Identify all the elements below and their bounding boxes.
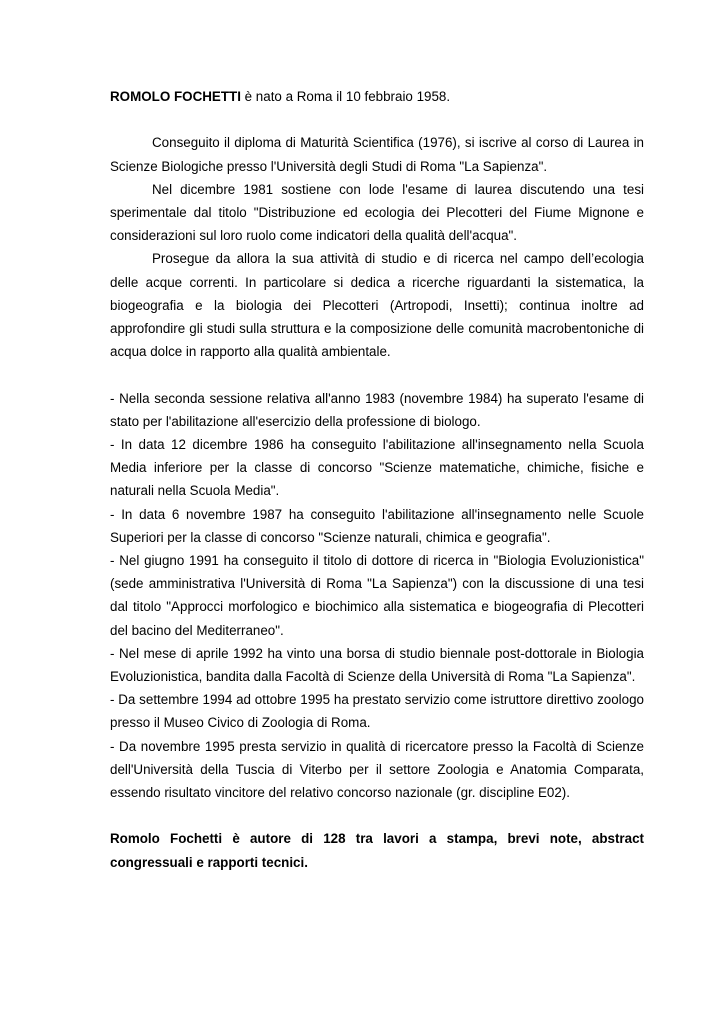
closing-statement: Romolo Fochetti è autore di 128 tra lavori a stampa, brevi note, abstract congressuali e rapporti tecnici.	[110, 831, 644, 870]
career-item: - Nel mese di aprile 1992 ha vinto una borsa di studio biennale post-dottorale in Biologia Evoluzionistica, bandita dalla Facoltà di Scienze della Università di Roma "La Sapienza".	[110, 645, 644, 685]
paragraph-research: Prosegue da allora la sua attività di studio e di ricerca nel campo dell’ecologia delle acque correnti. In particolare si dedica a ricerche riguardanti la sistematica, la biogeografia e la biologia dei Plecotteri (Artropodi, Insetti); continua inoltre ad approfondire gli studi sulla struttura e la composizione delle comunità macrobentoniche di acqua dolce in rapporto alla qualità ambientale.	[110, 251, 644, 360]
document-page	[110, 85, 644, 874]
spacer	[110, 804, 644, 827]
birth-info: è nato a Roma il 10 febbraio 1958.	[240, 89, 451, 104]
career-item: - Nella seconda sessione relativa all'anno 1983 (novembre 1984) ha superato l'esame di stato per l'abilitazione all'esercizio della professione di biologo.	[110, 390, 644, 429]
career-item: - In data 6 novembre 1987 ha conseguito l'abilitazione all'insegnamento nelle Scuole Superiori per la classe di concorso "Scienze naturali, chimica e geografia".	[110, 506, 644, 545]
spacer	[110, 108, 644, 131]
paragraph-education: Conseguito il diploma di Maturità Scientifica (1976), si iscrive al corso di Laurea in Scienze Biologiche presso l'Università degli Studi di Roma "La Sapienza".	[110, 135, 644, 174]
career-item: - Nel giugno 1991 ha conseguito il titolo di dottore di ricerca in "Biologia Evoluzionistica" (sede amministrativa l'Università di Roma "La Sapienza") con la discussione di una tesi dal titolo "Approcci morfologico e biochimico alla sistematica e biogeografia di Plecotteri del bacino del Mediterraneo".	[110, 553, 644, 638]
career-item: - In data 12 dicembre 1986 ha conseguito l'abilitazione all'insegnamento nella Scuola Media inferiore per la classe di concorso "Scienze matematiche, chimiche, fisiche e naturali nella Scuola Media".	[110, 437, 644, 499]
author-name: ROMOLO FOCHETTI	[110, 89, 241, 104]
career-item: - Da settembre 1994 ad ottobre 1995 ha prestato servizio come istruttore direttivo zoologo presso il Museo Civico di Zoologia di Roma.	[110, 692, 644, 731]
career-item: - Da novembre 1995 presta servizio in qualità di ricercatore presso la Facoltà di Scienze dell'Università della Tuscia di Viterbo per il settore Zoologia e Anatomia Comparata, essendo risultato vincitore del relativo concorso nazionale (gr. discipline E02).	[110, 738, 644, 801]
spacer	[110, 363, 644, 386]
intro-line	[110, 85, 644, 108]
paragraph-degree: Nel dicembre 1981 sostiene con lode l'esame di laurea discutendo una tesi sperimentale dal titolo "Distribuzione ed ecologia dei Plecotteri del Fiume Mignone e considerazioni sul loro ruolo come indicatori della qualità dell'acqua".	[110, 181, 644, 244]
